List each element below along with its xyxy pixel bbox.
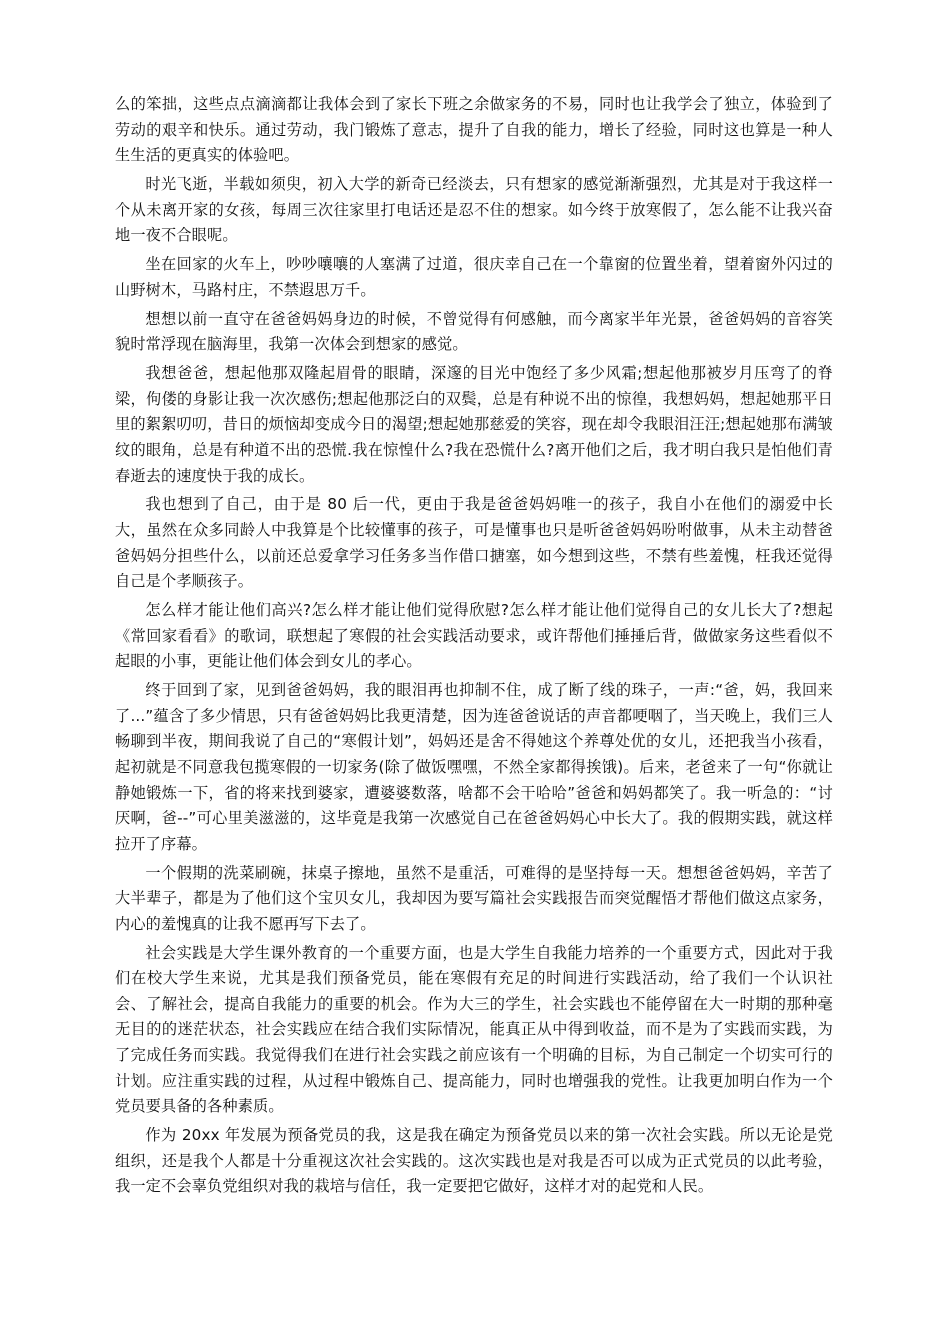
paragraph-10: 社会实践是大学生课外教育的一个重要方面，也是大学生自我能力培养的一个重要方式，因此对于我们在校大学生来说，尤其是我们预备党员，能在寒假有充足的时间进行实践活动，给了我们一个认识社会、了解社会，提高自我能力的重要的机会。作为大三的学生，社会实践也不能停留在大一时期的那种毫无目的的迷茫状态，社会实践应在结合我们实际情况，能真正从中得到收益，而不是为了实践而实践，为了完成任务而实践。我觉得我们在进行社会实践之前应该有一个明确的目标，为自己制定一个切实可行的计划。应注重实践的过程，从过程中锻炼自己、提高能力，同时也增强我的党性。让我更加明白作为一个党员要具备的各种素质。 (115, 943, 833, 1116)
paragraph-11: 作为 20xx 年发展为预备党员的我，这是我在确定为预备党员以来的第一次社会实践。所以无论是党组织，还是我个人都是十分重视这次社会实践的。这次实践也是对我是否可以成为正式党员的以此考验，我一定不会辜负党组织对我的栽培与信任，我一定要把它做好，这样才对的起党和人民。 (115, 1126, 833, 1196)
paragraph-4: 想想以前一直守在爸爸妈妈身边的时候，不曾觉得有何感触，而今离家半年光景，爸爸妈妈的音容笑貌时常浮现在脑海里，我第一次体会到想家的感觉。 (115, 309, 833, 354)
paragraph-9: 一个假期的洗菜刷碗，抹桌子擦地，虽然不是重活，可难得的是坚持每一天。想想爸爸妈妈，辛苦了大半辈子，都是为了他们这个宝贝女儿，我却因为要写篇社会实践报告而突觉醒悟才帮他们做这点家务，内心的羞愧真的让我不愿再写下去了。 (115, 863, 833, 933)
paragraph-2: 时光飞逝，半载如须臾，初入大学的新奇已经淡去，只有想家的感觉渐渐强烈，尤其是对于我这样一个从未离开家的女孩，每周三次往家里打电话还是忍不住的想家。如今终于放寒假了，怎么能不让我兴奋地一夜不合眼呢。 (115, 175, 833, 245)
paragraph-3: 坐在回家的火车上，吵吵嚷嚷的人塞满了过道，很庆幸自己在一个靠窗的位置坐着，望着窗外闪过的山野树木，马路村庄，不禁遐思万千。 (115, 255, 833, 299)
paragraph-6: 我也想到了自己，由于是 80 后一代，更由于我是爸爸妈妈唯一的孩子，我自小在他们的溺爱中长大，虽然在众多同龄人中我算是个比较懂事的孩子，可是懂事也只是听爸爸妈妈吩咐做事，从未主动替爸爸妈妈分担些什么，以前还总爱拿学习任务多当作借口搪塞，如今想到这些，不禁有些羞愧，枉我还觉得自己是个孝顺孩子。 (115, 495, 833, 591)
paragraph-5: 我想爸爸，想起他那双隆起眉骨的眼睛，深邃的目光中饱经了多少风霜;想起他那被岁月压弯了的脊梁，佝偻的身影让我一次次感伤;想起他那泛白的双鬓，总是有种说不出的惊徨，我想妈妈，想起她那平日里的絮絮叨叨，昔日的烦恼却变成今日的渴望;想起她那慈爱的笑容，现在却令我眼泪汪汪;想起她那布满皱纹的眼角，总是有种道不出的恐慌.我在惊惶什么?我在恐慌什么?离开他们之后，我才明白我只是怕他们青春逝去的速度快于我的成长。 (115, 364, 833, 485)
paragraph-1: 么的笨拙，这些点点滴滴都让我体会到了家长下班之余做家务的不易，同时也让我学会了独立，体验到了劳动的艰辛和快乐。通过劳动，我门锻炼了意志，提升了自我的能力，增长了经验，同时这也算是一种人生生活的更真实的体验吧。 (115, 95, 833, 165)
paragraph-8: 终于回到了家，见到爸爸妈妈，我的眼泪再也抑制不住，成了断了线的珠子，一声:“爸，妈，我回来了...”蕴含了多少情思，只有爸爸妈妈比我更清楚，因为连爸爸说话的声音都哽咽了，当天晚上，我们三人畅聊到半夜，期间我说了自己的“寒假计划”，妈妈还是舍不得她这个养尊处优的女儿，还把我当小孩看，起初就是不同意我包揽寒假的一切家务(除了做饭嘿嘿，不然全家都得挨饿)。后来，老爸来了一句“你就让静她锻炼一下，省的将来找到婆家，遭婆婆数落，啥都不会干哈哈”爸爸和妈妈都笑了。我一听急的：“讨厌啊，爸--”可心里美滋滋的，这毕竟是我第一次感觉自己在爸爸妈妈心中长大了。我的假期实践，就这样拉开了序幕。 (115, 681, 833, 853)
document-body (115, 92, 833, 1203)
paragraph-7: 怎么样才能让他们高兴?怎么样才能让他们觉得欣慰?怎么样才能让他们觉得自己的女儿长大了?想起《常回家看看》的歌词，联想起了寒假的社会实践活动要求，或许帮他们捶捶后背，做做家务这些看似不起眼的小事，更能让他们体会到女儿的孝心。 (115, 601, 833, 671)
